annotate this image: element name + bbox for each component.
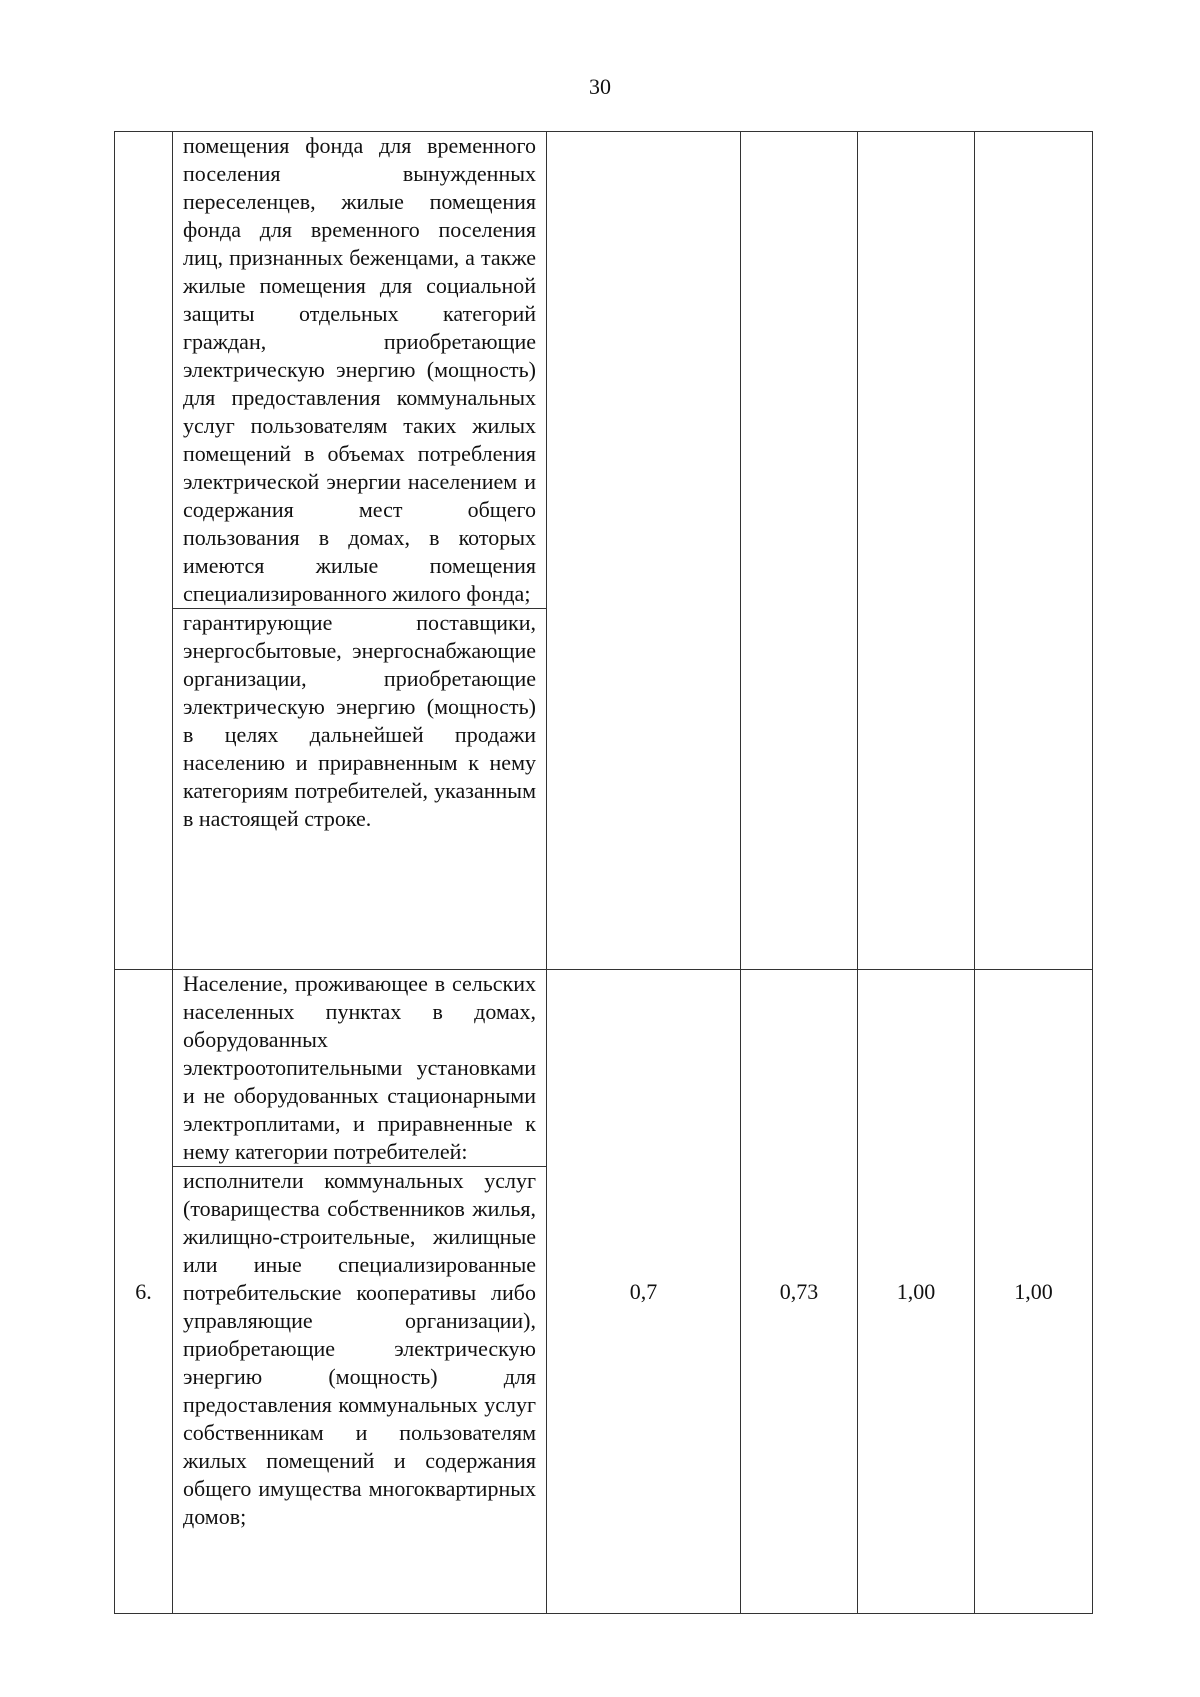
description-cell	[173, 132, 547, 970]
table-row	[115, 970, 1093, 1614]
value-cell	[547, 132, 741, 970]
table-row	[115, 132, 1093, 970]
value-cell	[741, 132, 858, 970]
page-number: 30	[589, 74, 611, 99]
description-subcell: гарантирующие поставщики, энергосбытовые, энергоснабжающие организации, приобретающие электрическую энергию (мощность) в целях дальнейшей продажи населению и приравненным к нему категориям потребителей, указанным в настоящей строке.	[173, 608, 546, 833]
row-number-cell	[115, 132, 173, 970]
value-cell: 0,7	[547, 970, 741, 1614]
value-cell	[975, 132, 1093, 970]
description-subcell: Население, проживающее в сельских населенных пунктах в домах, оборудованных электроотопительными установками и не оборудованных стационарными электроплитами, и приравненные к нему категории потребителей:	[183, 971, 536, 1164]
value-cell: 1,00	[975, 970, 1093, 1614]
tariff-table	[114, 131, 1093, 1614]
value-cell	[858, 132, 975, 970]
description-cell	[173, 970, 547, 1614]
value-cell: 1,00	[858, 970, 975, 1614]
description-subcell: исполнители коммунальных услуг (товарищества собственников жилья, жилищно-строительные, жилищные или иные специализированные потребительские кооперативы либо управляющие организации), приобретающие электрическую энергию (мощность) для предоставления коммунальных услуг собственникам и пользователям жилых помещений и содержания общего имущества многоквартирных домов;	[173, 1166, 546, 1531]
description-subcell: помещения фонда для временного поселения вынужденных переселенцев, жилые помещения фонда для временного поселения лиц, признанных беженцами, а также жилые помещения для социальной защиты отдельных категорий граждан, приобретающие электрическую энергию (мощность) для предоставления коммунальных услуг пользователям таких жилых помещений в объемах потребления электрической энергии населением и содержания мест общего пользования в домах, в которых имеются жилые помещения специализированного жилого фонда;	[183, 133, 536, 606]
value-cell: 0,73	[741, 970, 858, 1614]
row-number-cell: 6.	[115, 970, 173, 1614]
